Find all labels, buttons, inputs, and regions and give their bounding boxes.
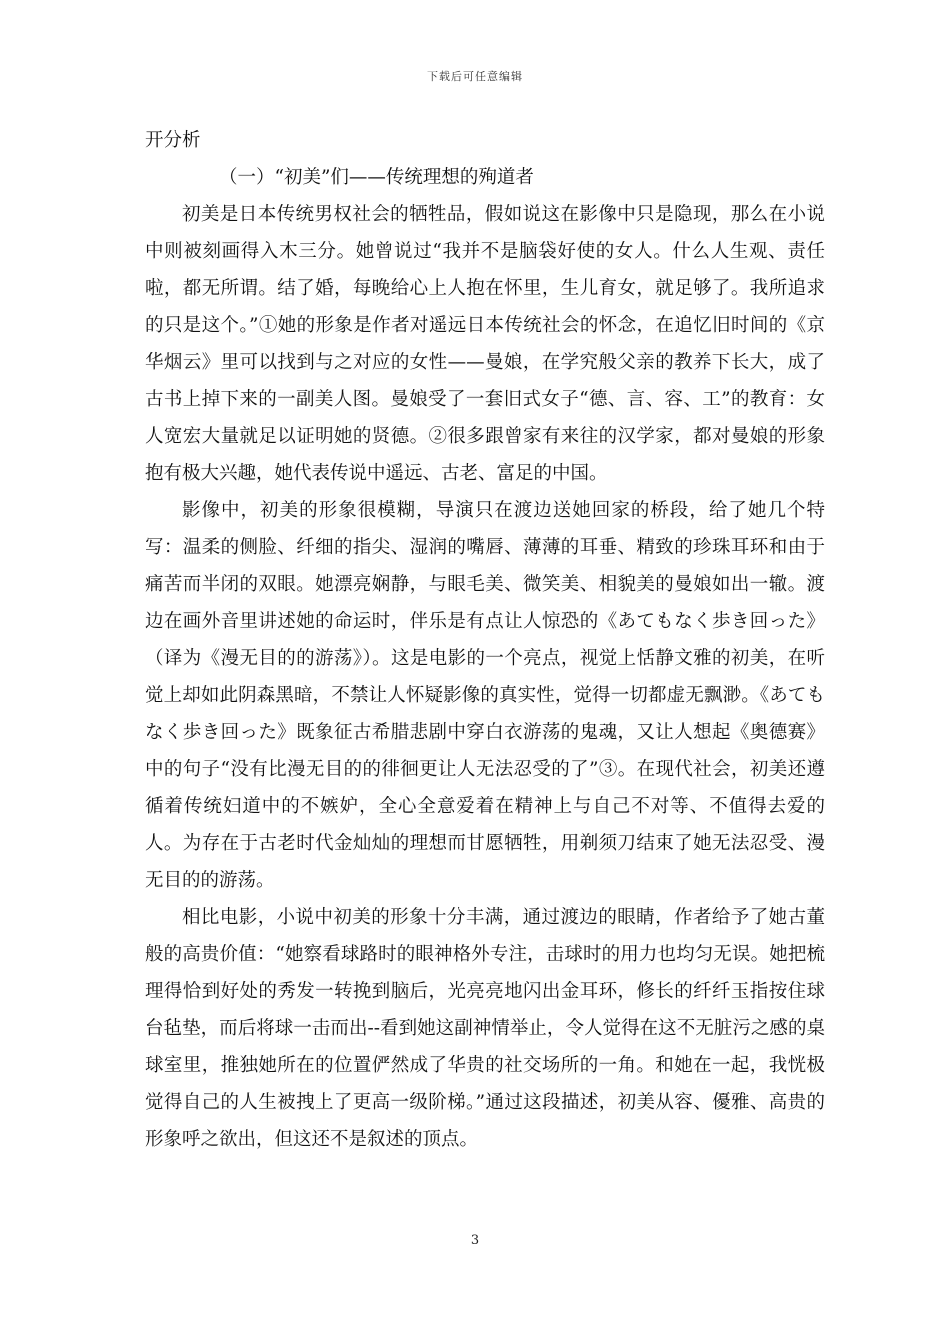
document-body (145, 122, 825, 1158)
paragraph-1: 初美是日本传统男权社会的牺牲品，假如说这在影像中只是隐现，那么在小说中则被刻画得入木三分。她曾说过“我并不是脑袋好使的女人。什么人生观、责任啦，都无所谓。结了婚，每晚给心上人抱在怀里，生儿育女，就足够了。我所追求的只是这个。”①她的形象是作者对遥远日本传统社会的怀念，在追忆旧时间的《京华烟云》里可以找到与之对应的女性——曼娘，在学究般父亲的教养下长大，成了古书上掉下来的一副美人图。曼娘受了一套旧式女子“德、言、容、工”的教育：女人宽宏大量就足以证明她的贤德。②很多跟曾家有来往的汉学家，都对曼娘的形象抱有极大兴趣，她代表传说中遥远、古老、富足的中国。 (145, 204, 825, 484)
section-heading: （一）“初美”们——传统理想的殉道者 (219, 167, 534, 188)
paragraph-2: 影像中，初美的形象很模糊，导演只在渡边送她回家的桥段，给了她几个特写：温柔的侧脸、纤细的指尖、湿润的嘴唇、薄薄的耳垂、精致的珍珠耳环和由于痛苦而半闭的双眼。她漂亮娴静，与眼毛美、微笑美、相貌美的曼娘如出一辙。渡边在画外音里讲述她的命运时，伴乐是有点让人惊恐的《あてもなく歩き回った》（译为《漫无目的的游荡》）。这是电影的一个亮点，视觉上恬静文雅的初美，在听觉上却如此阴森黑暗，不禁让人怀疑影像的真实性，觉得一切都虚无飘渺。《あてもなく歩き回った》既象征古希腊悲剧中穿白衣游荡的鬼魂，又让人想起《奥德赛》中的句子“没有比漫无目的的徘徊更让人无法忍受的了”③。在现代社会，初美还遵循着传统妇道中的不嫉妒，全心全意爱着在精神上与自己不对等、不值得去爱的人。为存在于古老时代金灿灿的理想而甘愿牺牲，用剃须刀结束了她无法忍受、漫无目的的游荡。 (145, 500, 825, 891)
page-header: 下载后可任意编辑 (427, 70, 523, 83)
page-number: 3 (470, 1233, 480, 1248)
paragraph-intro: 开分析 (145, 130, 201, 151)
paragraph-3: 相比电影，小说中初美的形象十分丰满，通过渡边的眼睛，作者给予了她古董般的高贵价值：“她察看球路时的眼神格外专注，击球时的用力也均匀无误。她把梳理得恰到好处的秀发一转挽到脑后，光亮亮地闪出金耳环，修长的纤纤玉指按住球台毡垫，而后将球一击而出--看到她这副神情举止，令人觉得在这不无脏污之感的桌球室里，推独她所在的位置俨然成了华贵的社交场所的一角。和她在一起，我恍极觉得自己的人生被拽上了更高一级阶梯。”通过这段描述，初美从容、優雅、高贵的形象呼之欲出，但这还不是叙述的顶点。 (145, 907, 825, 1150)
